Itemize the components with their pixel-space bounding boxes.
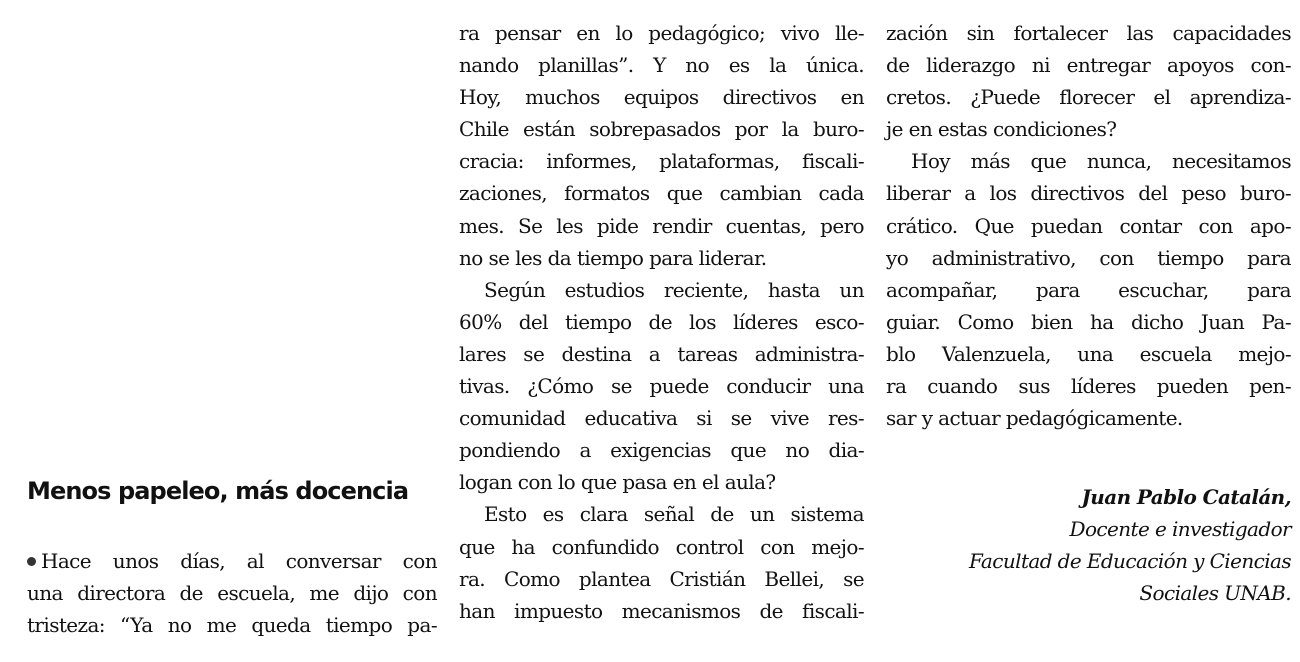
article-title: Menos papeleo, más docencia xyxy=(27,477,409,505)
paragraph-line: han impuesto mecanismos de fiscali- xyxy=(459,598,864,623)
article-column-1 xyxy=(27,545,437,641)
paragraph-line: tristeza: “Ya no me queda tiempo pa- xyxy=(27,613,437,638)
paragraph-line: Esto es clara señal de un sistema xyxy=(484,502,864,527)
paragraph-line: pondiendo a exigencias que no dia- xyxy=(459,438,864,463)
paragraph-line: Hoy más que nunca, necesitamos xyxy=(911,149,1291,174)
article-column-2 xyxy=(459,17,864,627)
paragraph-line: logan con lo que pasa en el aula? xyxy=(459,470,776,495)
paragraph-line: una directora de escuela, me dijo con xyxy=(27,581,437,606)
author-role: Docente e investigador xyxy=(1069,517,1291,542)
paragraph-line: zaciones, formatos que cambian cada xyxy=(459,181,864,206)
paragraph-line: yo administrativo, con tiempo para xyxy=(886,245,1291,270)
paragraph-line: cracia: informes, plataformas, fiscali- xyxy=(459,149,864,174)
author-faculty: Facultad de Educación y Ciencias xyxy=(969,549,1291,574)
paragraph-line: no se les da tiempo para liderar. xyxy=(459,245,767,270)
author-university: Sociales UNAB. xyxy=(1139,581,1291,606)
paragraph-line: sar y actuar pedagógicamente. xyxy=(886,406,1183,431)
paragraph-line: 60% del tiempo de los líderes esco- xyxy=(459,309,864,334)
paragraph-line: Hoy, muchos equipos directivos en xyxy=(459,85,864,110)
paragraph-line: je en estas condiciones? xyxy=(886,117,1117,142)
paragraph-line: guiar. Como bien ha dicho Juan Pa- xyxy=(886,309,1291,334)
paragraph-line: Según estudios reciente, hasta un xyxy=(484,277,864,302)
paragraph-line: lares se destina a tareas administra- xyxy=(459,341,864,366)
paragraph-line: ra cuando sus líderes pueden pen- xyxy=(886,374,1291,399)
author-signature xyxy=(886,481,1291,609)
paragraph-line: comunidad educativa si se vive res- xyxy=(459,406,864,431)
paragraph-line: Chile están sobrepasados por la buro- xyxy=(459,117,864,142)
paragraph-line: ra pensar en lo pedagógico; vivo lle- xyxy=(459,21,864,45)
paragraph-line: nando planillas”. Y no es la única. xyxy=(459,53,864,78)
paragraph-line: crático. Que puedan contar con apo- xyxy=(886,213,1291,238)
paragraph-line: liberar a los directivos del peso buro- xyxy=(886,181,1291,206)
article-column-3 xyxy=(886,17,1291,434)
paragraph-line: Hace unos días, al conversar con xyxy=(27,545,437,577)
paragraph-line: que ha confundido control con mejo- xyxy=(459,534,864,559)
author-name: Juan Pablo Catalán, xyxy=(1081,485,1291,509)
paragraph-line: zación sin fortalecer las capacidades xyxy=(886,21,1291,45)
paragraph-line: blo Valenzuela, una escuela mejo- xyxy=(886,341,1291,366)
paragraph-line: de liderazgo ni entregar apoyos con- xyxy=(886,53,1291,78)
paragraph-line: cretos. ¿Puede florecer el aprendiza- xyxy=(886,85,1291,110)
bullet-icon xyxy=(27,557,36,566)
paragraph-line: acompañar, para escuchar, para xyxy=(886,277,1291,302)
paragraph-line: ra. Como plantea Cristián Bellei, se xyxy=(459,566,864,591)
paragraph-line: tivas. ¿Cómo se puede conducir una xyxy=(459,374,864,399)
paragraph-line: mes. Se les pide rendir cuentas, pero xyxy=(459,213,864,238)
